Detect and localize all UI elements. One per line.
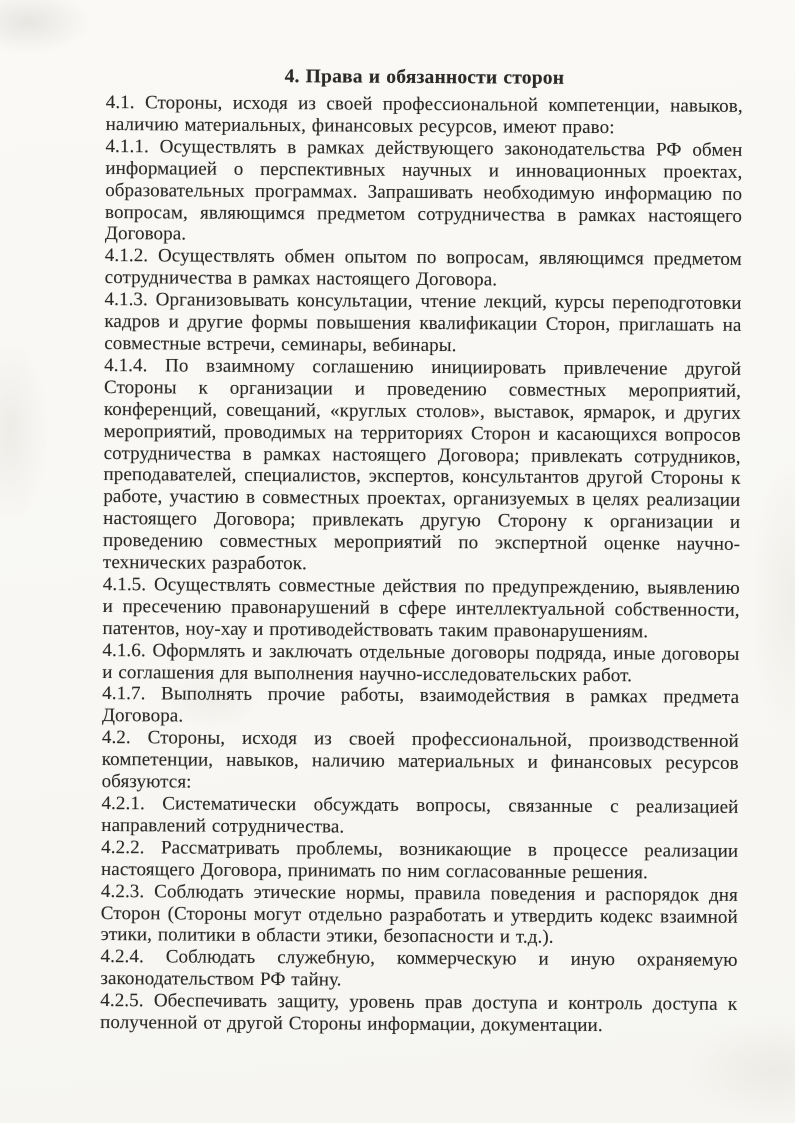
section-title: 4. Права и обязанности сторон bbox=[284, 66, 565, 89]
clause-4-2-1: 4.2.1. Систематически обсуждать вопросы, связанные с реализацией направлений сотрудничества. bbox=[101, 792, 739, 838]
clause-4-1-1: 4.1.1. Осуществлять в рамках действующего законодательства РФ обмен информацией о перспективных научных и инновационных проектах, образовательных программах. Запрашивать необходимую информацию по вопросам, являющимся предметом сотрудничества в рамках настоящего Договора. bbox=[104, 135, 743, 245]
clause-4-1-6: 4.1.6. Оформлять и заключать отдельные договоры подряда, иные договоры и соглашения для выполнения научно-исследовательских работ. bbox=[102, 639, 740, 686]
clause-4-1-4: 4.1.4. По взаимному соглашению инициировать привлечение другой Стороны к организации и проведению совместных мероприятий, конференций, совещаний, «круглых столов», выставок, ярмарок, и других мероприятий, проводимых на территориях Сторон и касающихся вопросов сотрудничества в рамках настоящего Договора; привлекать сотрудников, преподавателей, специалистов, экспертов, консультантов другой Стороны к работе, участию в совместных проектах, организуемых в целях реализации настоящего Договора; привлекать другую Сторону к организации и проведению совместных мероприятий по экспертной оценке научно-технических разработок. bbox=[102, 354, 742, 575]
clause-4-1-7: 4.1.7. Выполнять прочие работы, взаимодействия в рамках предмета Договора. bbox=[101, 683, 740, 727]
clause-4-2: 4.2. Стороны, исходя из своей профессиональной, производственной компетенции, навыков, наличию материальных и финансовых ресурсов обязуются: bbox=[101, 727, 739, 793]
clause-4-1: 4.1. Стороны, исходя из своей профессиональной компетенции, навыков, наличию материальных, финансовых ресурсов, имеют право: bbox=[105, 91, 743, 139]
clause-4-2-5: 4.2.5. Обеспечивать защиту, уровень прав доступа и контроль доступа к полученной от другой Стороны информации, документации. bbox=[100, 990, 738, 1037]
clause-4-2-2: 4.2.2. Рассматривать проблемы, возникающие в процессе реализации настоящего Договора, принимать по ним согласованные решения. bbox=[101, 836, 739, 884]
clause-4-1-3: 4.1.3. Организовывать консультации, чтение лекций, курсы переподготовки кадров и другие формы повышения квалификации Сторон, приглашать на совместные встречи, семинары, вебинары. bbox=[104, 289, 742, 357]
clause-4-1-5: 4.1.5. Осуществлять совместные действия по предупреждению, выявлению и пресечению правонарушений в сфере интеллектуальной собственности, патентов, ноу-хау и противодействовать таким правонарушениям. bbox=[102, 573, 740, 643]
clause-4-2-3: 4.2.3. Соблюдать этические нормы, правила поведения и распорядок дня Сторон (Стороны могут отдельно разработать и утвердить кодекс взаимной этики, политики в области этики, безопасности и т.д.). bbox=[100, 880, 738, 949]
clause-4-2-4: 4.2.4. Соблюдать служебную, коммерческую и иную охраняемую законодательством РФ тайну. bbox=[100, 946, 738, 991]
document-text-block bbox=[100, 63, 743, 1038]
clause-4-1-2: 4.1.2. Осуществлять обмен опытом по вопросам, являющимся предметом сотрудничества в рамках настоящего Договора. bbox=[104, 245, 742, 291]
